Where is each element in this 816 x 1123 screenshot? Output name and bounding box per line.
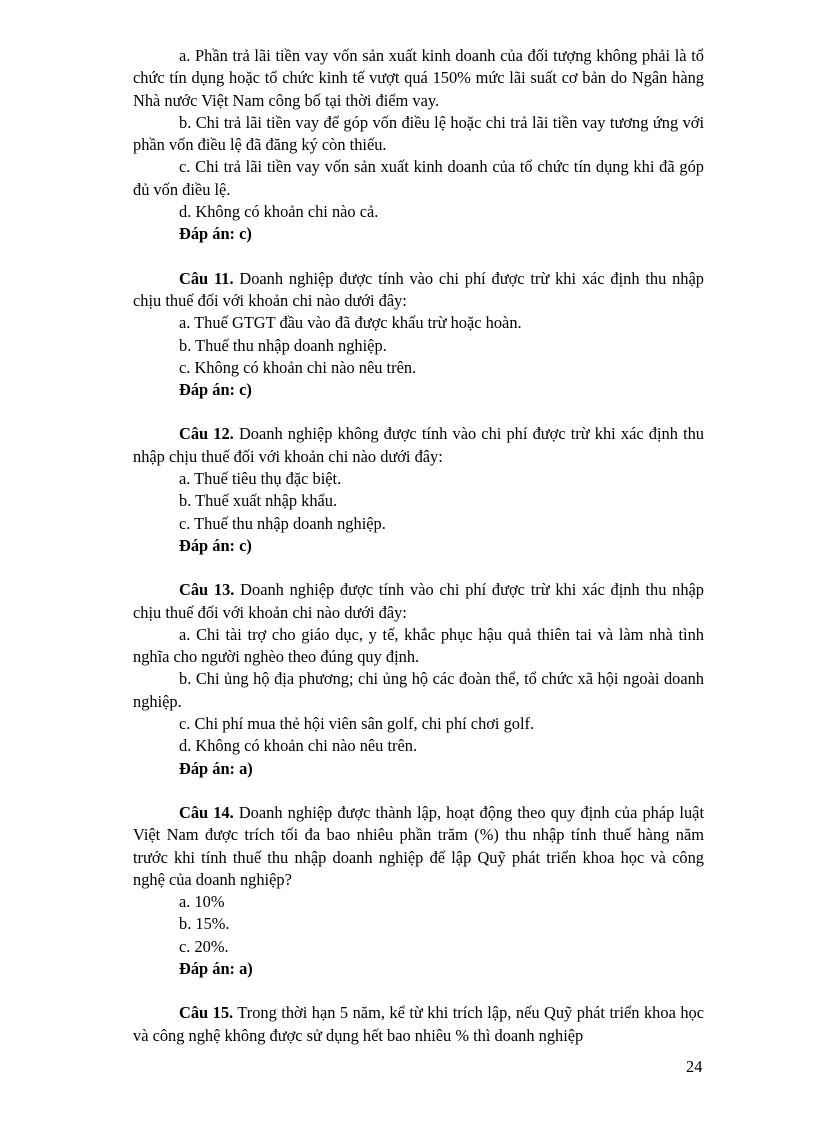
answer: Đáp án: a): [179, 958, 253, 978]
option-b: b. Thuế xuất nhập khẩu.: [179, 491, 338, 511]
option-c: c. Không có khoản chi nào nêu trên.: [179, 357, 417, 377]
question-stem: [133, 1002, 704, 1047]
question-15: [133, 1002, 704, 1047]
question-label: Câu 15.: [179, 1003, 234, 1023]
question-label: Câu 11.: [179, 268, 234, 288]
question-text: Doanh nghiệp không được tính vào chi phí được trừ khi xác định thu nhập chịu thuế đối với khoản chi nào dưới đây:: [133, 424, 705, 466]
page-number: 24: [686, 1057, 703, 1076]
answer: Đáp án: c): [179, 380, 252, 400]
option-a: a. Chi tài trợ cho giáo dục, y tế, khắc phục hậu quả thiên tai và làm nhà tình nghĩa cho người nghèo theo đúng quy định.: [133, 624, 704, 667]
question-text: Doanh nghiệp được tính vào chi phí được trừ khi xác định thu nhập chịu thuế đối với khoản chi nào dưới đây:: [133, 580, 705, 622]
option-c: c. Chi phí mua thẻ hội viên sân golf, chi phí chơi golf.: [179, 714, 535, 734]
question-10-continuation: [133, 45, 704, 246]
option-b: b. Thuế thu nhập doanh nghiệp.: [179, 335, 387, 355]
document-page: [133, 45, 704, 1047]
answer: Đáp án: c): [179, 535, 252, 555]
option-a: a. Thuế tiêu thụ đặc biệt.: [179, 469, 342, 489]
question-14: [133, 802, 704, 980]
option-a: a. Thuế GTGT đầu vào đã được khấu trừ hoặc hoàn.: [179, 313, 522, 333]
question-13: [133, 579, 704, 780]
question-stem: [133, 423, 704, 468]
question-stem: [133, 802, 704, 891]
question-text: Trong thời hạn 5 năm, kể từ khi trích lập, nếu Quỹ phát triển khoa học và công nghệ không được sử dụng hết bao nhiêu % thì doanh nghiệp: [133, 1003, 704, 1045]
answer: Đáp án: a): [179, 758, 253, 778]
question-text: Doanh nghiệp được thành lập, hoạt động theo quy định của pháp luật Việt Nam được trích tối đa bao nhiêu phần trăm (%) thu nhập tính thuế hàng năm trước khi tính thuế thu nhập doanh nghiệp để lập Quỹ phát triển khoa học và công nghệ của doanh nghiệp?: [133, 802, 704, 889]
option-c: c. 20%.: [179, 936, 229, 956]
question-stem: [133, 268, 704, 313]
option-b: b. Chi ủng hộ địa phương; chi ủng hộ các đoàn thể, tổ chức xã hội ngoài doanh nghiệp.: [133, 669, 704, 711]
option-a: a. Phần trả lãi tiền vay vốn sản xuất kinh doanh của đối tượng không phải là tổ chức tín dụng hoặc tổ chức kinh tế vượt quá 150% mức lãi suất cơ bản do Ngân hàng Nhà nước Việt Nam công bố tại thời điểm vay.: [133, 46, 704, 110]
question-12: [133, 423, 704, 557]
option-c: c. Chi trả lãi tiền vay vốn sản xuất kinh doanh của tổ chức tín dụng khi đã góp đủ vốn điều lệ.: [133, 157, 704, 199]
question-label: Câu 13.: [179, 580, 235, 600]
question-label: Câu 14.: [179, 802, 234, 822]
question-11: [133, 268, 704, 402]
option-b: b. 15%.: [179, 914, 230, 934]
question-stem: [133, 579, 704, 624]
option-b: b. Chi trả lãi tiền vay để góp vốn điều lệ hoặc chi trả lãi tiền vay tương ứng với phần vốn điều lệ đã đăng ký còn thiếu.: [133, 112, 704, 155]
option-d: d. Không có khoản chi nào nêu trên.: [179, 736, 418, 756]
option-c: c. Thuế thu nhập doanh nghiệp.: [179, 513, 386, 533]
question-label: Câu 12.: [179, 424, 234, 444]
option-d: d. Không có khoản chi nào cả.: [179, 202, 379, 222]
option-a: a. 10%: [179, 892, 225, 912]
question-text: Doanh nghiệp được tính vào chi phí được trừ khi xác định thu nhập chịu thuế đối với khoản chi nào dưới đây:: [133, 268, 704, 310]
answer: Đáp án: c): [179, 224, 252, 244]
